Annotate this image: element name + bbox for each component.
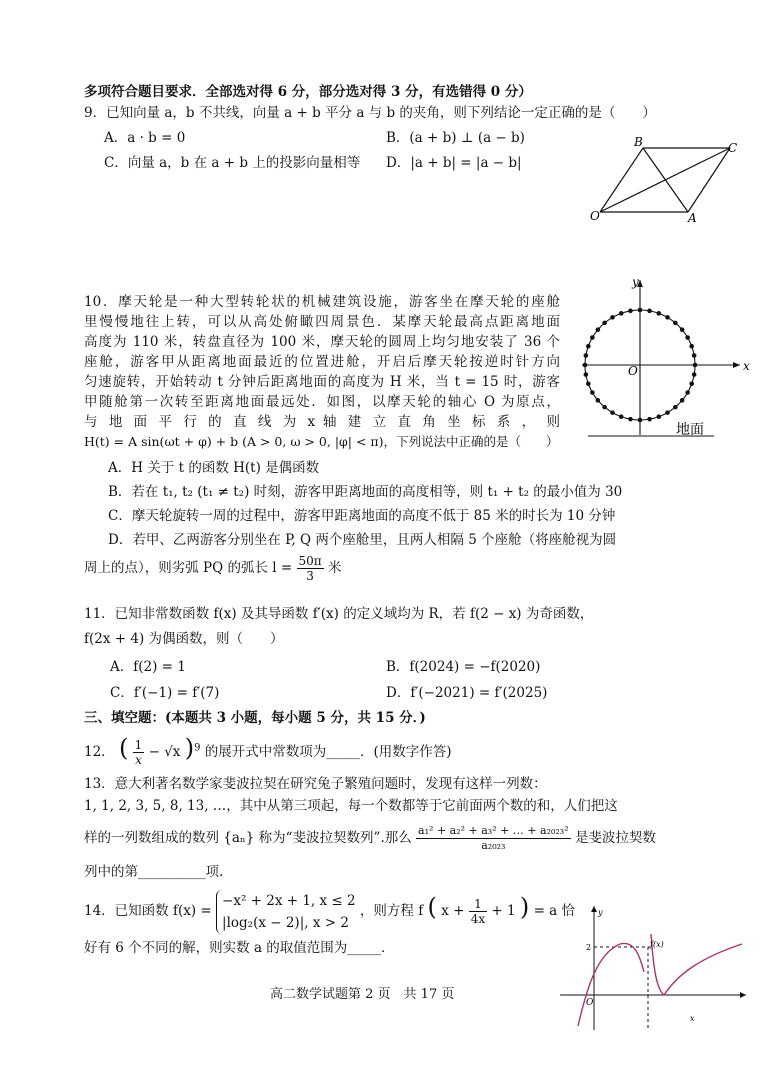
graph-label-y: y <box>598 908 603 917</box>
cabin-dot <box>619 414 624 419</box>
segment-ob <box>600 148 643 212</box>
cabin-dot <box>584 372 589 377</box>
q12-numerator: 1 <box>134 738 143 752</box>
q14-inner-pre: x + <box>441 903 465 919</box>
cabin-dot <box>665 410 670 415</box>
q12-paren-open: ( <box>118 734 129 762</box>
arc-length-fraction <box>297 554 324 583</box>
cabin-dot <box>638 308 643 313</box>
q10-line-2: 里慢慢地往上转，可以从高处俯瞰四周景色．某摩天轮最高点距离地面 <box>84 314 560 330</box>
q9-option-a: A．a · b = 0 <box>104 130 186 146</box>
cabin-dot <box>647 417 652 422</box>
q12-sqrt-term: − √x <box>148 744 181 760</box>
cabin-dot <box>657 414 662 419</box>
q10-line-5: 匀速旋转，开始转动 t 分钟后距离地面的高度为 H 米，当 t = 15 时，游客 <box>84 374 560 390</box>
cabin-dot <box>619 311 624 316</box>
cabin-dot <box>638 418 643 423</box>
section-3-header: 三、填空题：(本题共 3 小题，每小题 5 分，共 15 分．) <box>84 710 426 726</box>
graph-label-o: O <box>586 998 594 1008</box>
q13-denominator: a₂₀₂₃ <box>481 839 506 852</box>
q14-line-2: 好有 6 个不同的解，则实数 a 的取值范围为_____． <box>84 940 395 956</box>
q13-line-3-tail: 是斐波拉契数 <box>574 830 656 846</box>
q14-post: = a 恰 <box>533 903 576 919</box>
q10-option-c: C．摩天轮旋转一周的过程中，游客甲距离地面的高度不低于 85 米的时长为 10 分钟 <box>108 508 616 524</box>
q14-mid: ，则方程 f <box>359 903 424 919</box>
q14-paren-open: ( <box>427 893 437 921</box>
q9-option-d: D．|a + b| = |a − b| <box>386 155 522 171</box>
q13-line-2: 1, 1, 2, 3, 5, 8, 13, …，其中从第三项起，每一个数都等于它前面两个数的和，人们把这 <box>84 798 618 814</box>
cabin-dot <box>689 344 694 349</box>
graph-label-two: 2 <box>586 943 592 952</box>
cabin-dot <box>680 398 685 403</box>
label-y: y <box>632 275 639 289</box>
page-footer: 高二数学试题第 2 页 共 17 页 <box>270 987 455 1002</box>
cabin-dot <box>583 363 588 368</box>
cabin-dot <box>596 398 601 403</box>
cabin-dot <box>602 405 607 410</box>
q14-inner-fraction <box>469 897 487 926</box>
cabin-dot <box>586 382 591 387</box>
q13-line-3 <box>84 818 656 858</box>
q14-piecewise <box>216 890 356 934</box>
graph-y-arrow-icon <box>591 906 597 912</box>
function-graph-figure <box>560 902 750 1032</box>
graph-label-x: x <box>690 1014 695 1023</box>
cabin-dot <box>602 321 607 326</box>
label-b: B <box>634 135 643 149</box>
label-o: O <box>628 364 638 378</box>
q10-line-1: 10．摩天轮是一种大型转轮状的机械建筑设施，游客坐在摩天轮的座舱 <box>84 294 560 310</box>
cabin-dot <box>586 344 591 349</box>
q10-option-d-line-2 <box>84 550 341 586</box>
cabin-dot <box>665 315 670 320</box>
label-ground: 地面 <box>676 422 704 438</box>
q14-inner-numerator: 1 <box>469 897 487 912</box>
cabin-dot <box>590 390 595 395</box>
q11-line-2: f(2x + 4) 为偶函数，则（ ） <box>84 631 284 647</box>
cabin-dot <box>596 327 601 332</box>
q10-d-unit: 米 <box>327 560 342 576</box>
curve-log-right <box>664 944 742 995</box>
q13-line-3-text: 样的一列数组成的数列 {aₙ} 称为“斐波拉契数列”.那么 <box>84 830 412 846</box>
q13-line-4: 列中的第__________项. <box>84 864 224 880</box>
cabin-dot <box>693 363 698 368</box>
q9-option-b: B．(a + b) ⊥ (a − b) <box>386 130 525 146</box>
q12-number: 12． <box>84 744 115 760</box>
q10-line-6: 甲随舱第一次转至距离地面最远处．如图，以摩天轮的轴心 O 为原点， <box>84 394 560 410</box>
q13-fraction <box>416 824 571 853</box>
ferris-wheel-figure <box>574 272 754 442</box>
q10-line-8: H(t) = A sin(ωt + φ) + b (A > 0, ω > 0, |φ| < π)，下列说法中正确的是（ ） <box>84 434 559 449</box>
cabin-dot <box>657 311 662 316</box>
label-o: O <box>590 209 600 223</box>
q12-exponent: 9 <box>194 742 201 754</box>
curve-parabola <box>578 943 644 1026</box>
q10-line-3: 高度为 110 米，转盘直径为 100 米，摩天轮的圆周上均匀地安装了 36 个 <box>84 334 560 350</box>
cabin-dot <box>689 382 694 387</box>
q14-case-1: −x² + 2x + 1, x ≤ 2 <box>222 892 356 909</box>
q14-inner-post: + 1 <box>491 903 516 919</box>
cabin-dot <box>647 309 652 314</box>
label-c: C <box>728 141 738 155</box>
q12 <box>84 728 452 772</box>
q10-line-7: 与 地 面 平 行 的 直 线 为 x 轴 建 立 直 角 坐 标 系 ， 则 <box>84 414 560 430</box>
cabin-dot <box>692 372 697 377</box>
parallelogram-figure <box>588 130 748 230</box>
graph-x-arrow-icon <box>740 992 746 998</box>
cabin-dot <box>628 309 633 314</box>
q10-option-a: A．H 关于 t 的函数 H(t) 是偶函数 <box>108 460 320 476</box>
q9-stem: 9．已知向量 a，b 不共线，向量 a + b 平分 a 与 b 的夹角，则下列结论一定正确的是（ ） <box>84 105 656 121</box>
q14-paren-close: ) <box>519 893 530 921</box>
segment-ac <box>688 148 730 212</box>
cabin-dot <box>628 417 633 422</box>
cabin-dot <box>680 327 685 332</box>
q14-prefix: 14．已知函数 f(x) = <box>84 903 212 919</box>
cabin-dot <box>673 321 678 326</box>
q9-option-c: C．向量 a，b 在 a + b 上的投影向量相等 <box>104 155 361 171</box>
graph-label-fx: f(x) <box>650 940 664 949</box>
x-arrow-icon <box>733 362 740 368</box>
q10-line-4: 座舱，游客甲从距离地面最近的位置进舱，开启后摩天轮按逆时针方向 <box>84 354 560 370</box>
q13-numerator: a₁² + a₂² + a₃² + … + a₂₀₂₃² <box>418 824 569 837</box>
q11-option-b: B．f(2024) = −f(2020) <box>386 659 541 675</box>
cabin-dot <box>685 390 690 395</box>
diagonal-ba <box>643 148 688 212</box>
q12-paren-close: ) <box>184 734 195 762</box>
q11-option-d: D．f′(−2021) = f′(2025) <box>386 685 548 701</box>
cabin-dot <box>584 353 589 358</box>
section-header: 多项符合题目要求．全部选对得 6 分，部分选对得 3 分，有选错得 0 分） <box>84 84 532 100</box>
q14-inner-denominator: 4x <box>470 912 486 926</box>
q11-option-c: C．f′(−1) = f′(7) <box>110 685 220 701</box>
cabin-dot <box>685 335 690 340</box>
label-a: A <box>688 211 697 225</box>
q12-denominator: x <box>135 753 142 767</box>
q10-d-text: 周上的点），则劣弧 PQ 的弧长 l = <box>84 560 293 576</box>
label-x: x <box>743 359 750 373</box>
cabin-dot <box>673 405 678 410</box>
q14-case-2: |log₂(x − 2)|, x > 2 <box>222 914 349 931</box>
q12-fraction <box>133 738 145 767</box>
q10-option-d-line-1: D．若甲、乙两游客分别坐在 P, Q 两个座舱里，且两人相隔 5 个座舱（将座舱视为圆 <box>108 532 617 548</box>
q11-option-a: A．f(2) = 1 <box>110 659 186 675</box>
cabin-dot <box>590 335 595 340</box>
q13-line-1: 13．意大利著名数学家斐波拉契在研究兔子繁殖问题时，发现有这样一列数： <box>84 776 547 792</box>
cabin-dot <box>610 410 615 415</box>
q12-text: 的展开式中常数项为_____．(用数字作答) <box>204 744 452 760</box>
arc-length-denominator: 3 <box>306 569 314 583</box>
arc-length-numerator: 50π <box>298 554 322 568</box>
q14-line-1 <box>84 882 575 936</box>
cabin-dot <box>692 353 697 358</box>
q10-option-b: B．若在 t₁, t₂ (t₁ ≠ t₂) 时刻，游客甲距离地面的高度相等，则 t₁ + t₂ 的最小值为 30 <box>108 484 623 500</box>
q11-line-1: 11．已知非常数函数 f(x) 及其导函数 f′(x) 的定义域均为 R，若 f(2 − x) 为奇函数， <box>84 606 594 622</box>
cabin-dot <box>610 315 615 320</box>
